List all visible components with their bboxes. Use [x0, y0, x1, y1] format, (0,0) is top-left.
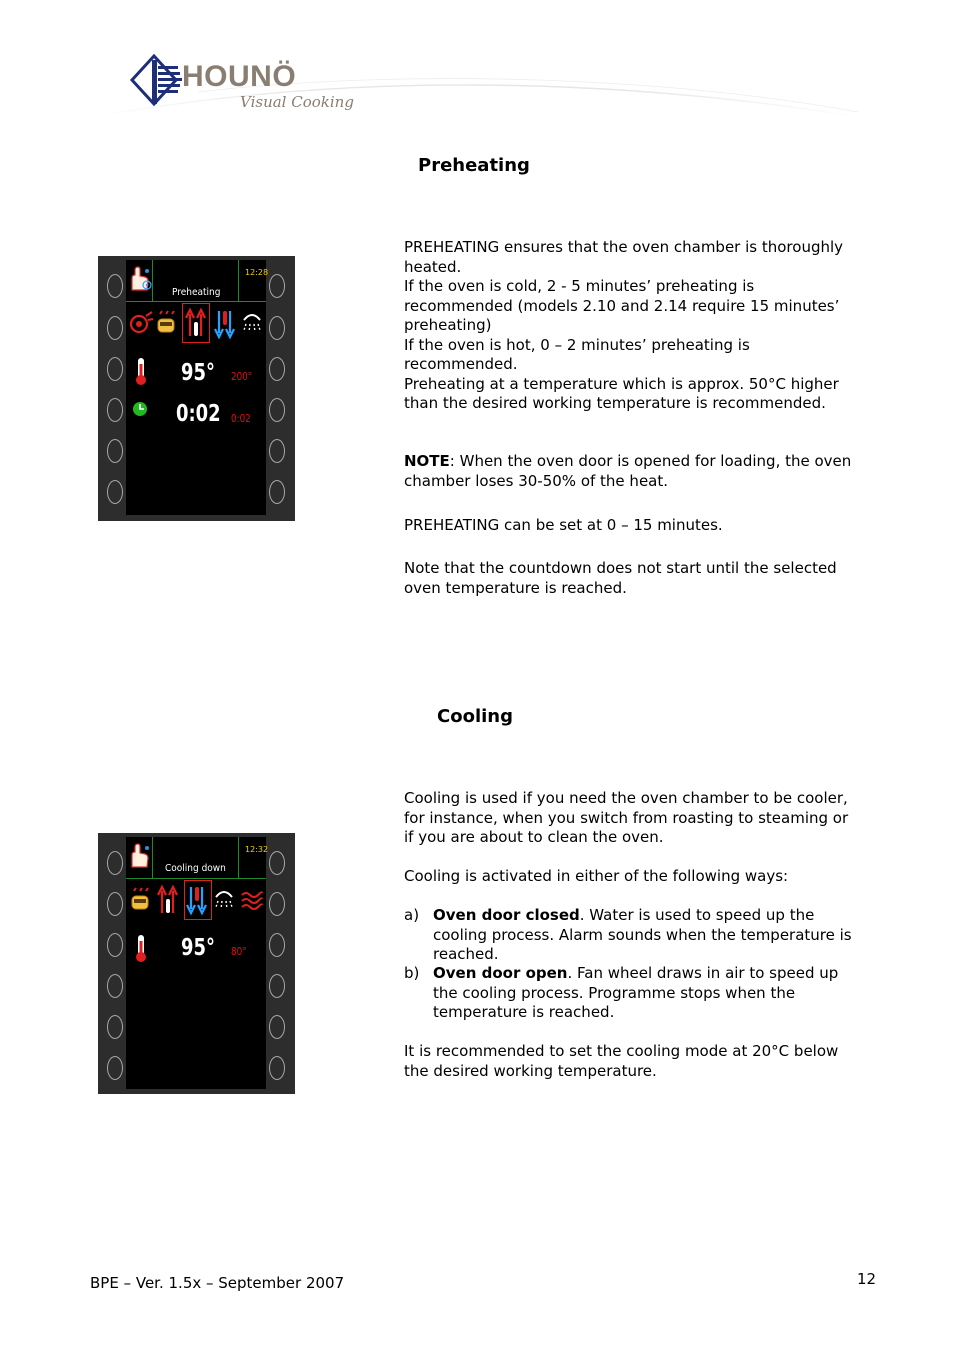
set-time: 0:02 [231, 412, 251, 425]
panel-button-left-4 [107, 398, 123, 422]
display-clock: 12:28 [245, 268, 269, 277]
list-item-label: a) [404, 906, 420, 924]
footer-version: BPE – Ver. 1.5x – September 2007 [90, 1274, 345, 1292]
panel-button-right-4 [269, 398, 285, 422]
list-item-title: Oven door open [433, 964, 568, 982]
panel-button-right-3 [269, 933, 285, 957]
display-screen [126, 260, 269, 515]
display-title: Preheating [172, 287, 221, 298]
page-number: 12 [857, 1270, 877, 1288]
list-item [404, 906, 864, 966]
panel-button-left-6 [107, 480, 123, 504]
list-item-text: . Water is used to speed up the cooling process. Alarm sounds when the temperature is reached. [433, 906, 852, 963]
roast-meat-icon [128, 310, 154, 336]
fan-speed-icon [141, 278, 153, 292]
panel-button-left-1 [107, 274, 123, 298]
brand-name: HOUNÖ [182, 60, 297, 93]
thermometer-icon [134, 356, 148, 386]
list-item-body [433, 906, 863, 965]
panel-button-right-3 [269, 357, 285, 381]
panel-button-left-1 [107, 851, 123, 875]
list-item-text: . Fan wheel draws in air to speed up the cooling process. Programme stops when the temperature is reached. [433, 964, 839, 1021]
oven-display-cooling [98, 833, 295, 1094]
panel-button-left-5 [107, 439, 123, 463]
section-heading-preheating: Preheating [418, 155, 530, 176]
set-temperature: 200° [231, 370, 253, 383]
cooling-description: Cooling is used if you need the oven chamber to be cooler, for instance, when you switch from roasting to steaming or if you are about to clean the oven. [404, 789, 849, 846]
thermometer-icon [134, 933, 148, 963]
panel-button-right-2 [269, 892, 285, 916]
panel-button-left-3 [107, 357, 123, 381]
preheating-line: PREHEATING ensures that the oven chamber is thoroughly heated. [404, 238, 844, 276]
section-heading-cooling: Cooling [437, 706, 513, 727]
current-temperature: 95° [181, 360, 215, 386]
panel-button-right-5 [269, 1015, 285, 1039]
roast-food-icon [156, 310, 178, 336]
clock-icon [132, 401, 148, 417]
remaining-time: 0:02 [176, 401, 221, 427]
cool-down-arrows-icon [186, 883, 208, 917]
panel-button-left-6 [107, 1056, 123, 1080]
heat-waves-icon [240, 890, 264, 912]
panel-button-right-5 [269, 439, 285, 463]
preheating-range: PREHEATING can be set at 0 – 15 minutes. [404, 516, 723, 534]
preheating-line: If the oven is hot, 0 – 2 minutes’ preheating is recommended. [404, 335, 750, 373]
oven-display-preheating [98, 256, 295, 521]
list-item [404, 964, 864, 1024]
logo-diamond-icon [132, 56, 182, 104]
cool-down-arrows-icon [214, 307, 236, 341]
note-label: NOTE [404, 452, 450, 470]
preheating-note [404, 452, 854, 491]
preheating-line: Preheating at a temperature which is approx. 50°C higher than the desired working temperature is recommended. [404, 374, 839, 412]
note-text: : When the oven door is opened for loading, the oven chamber loses 30-50% of the heat. [404, 452, 852, 490]
steam-shower-icon [212, 887, 236, 913]
panel-button-right-6 [269, 1056, 285, 1080]
panel-button-left-3 [107, 933, 123, 957]
brand-tagline: Visual Cooking [240, 93, 354, 111]
panel-button-right-4 [269, 974, 285, 998]
panel-button-right-2 [269, 316, 285, 340]
heat-up-arrows-icon [184, 306, 208, 340]
panel-button-left-5 [107, 1015, 123, 1039]
preheating-line: If the oven is cold, 2 - 5 minutes’ preheating is recommended (models 2.10 and 2.14 require 15 minutes’ preheating) [404, 277, 840, 334]
display-title: Cooling down [165, 863, 226, 874]
preheating-description [404, 238, 854, 414]
roast-food-icon [130, 887, 152, 913]
list-item-body [433, 964, 863, 1023]
panel-button-right-6 [269, 480, 285, 504]
panel-button-left-4 [107, 974, 123, 998]
display-screen [126, 837, 269, 1089]
display-clock: 12:32 [245, 845, 269, 854]
heat-up-arrows-icon [156, 883, 180, 917]
current-temperature: 95° [181, 935, 215, 961]
cooling-recommendation: It is recommended to set the cooling mode at 20°C below the desired working temperature. [404, 1042, 839, 1080]
cooling-ways-intro: Cooling is activated in either of the following ways: [404, 867, 789, 885]
panel-button-left-2 [107, 316, 123, 340]
panel-button-right-1 [269, 274, 285, 298]
panel-button-right-1 [269, 851, 285, 875]
set-temperature: 80° [231, 945, 247, 958]
panel-button-left-2 [107, 892, 123, 916]
preheating-countdown-note: Note that the countdown does not start until the selected oven temperature is reached. [404, 559, 837, 597]
hand-tap-icon [128, 843, 152, 871]
list-item-title: Oven door closed [433, 906, 580, 924]
steam-shower-icon [240, 310, 264, 336]
list-item-label: b) [404, 964, 420, 982]
